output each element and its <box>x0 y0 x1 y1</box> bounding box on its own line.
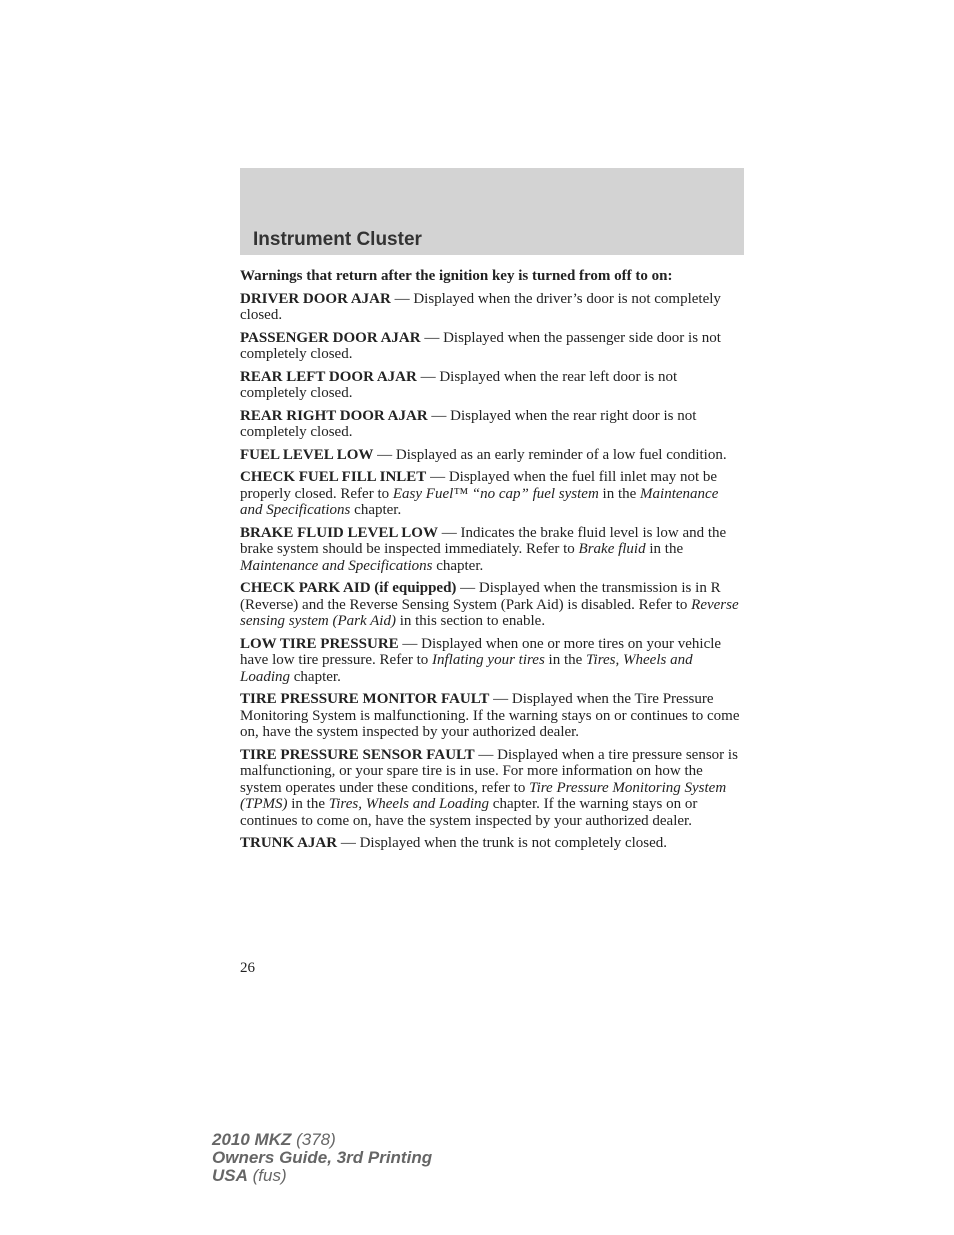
entry-rear-left-door-ajar: REAR LEFT DOOR AJAR — Displayed when the rear left door is not completely closed. <box>240 368 678 401</box>
cross-reference: Maintenance and Specifications <box>240 557 433 574</box>
cross-reference: Reverse sensing system (Park Aid) <box>240 596 739 629</box>
cross-reference: Tires, Wheels and Loading <box>328 796 490 812</box>
entry-trunk-ajar: TRUNK AJAR — Displayed when the trunk is not completely closed. <box>240 835 668 851</box>
section-title: Instrument Cluster <box>253 229 422 250</box>
page-content <box>240 268 744 858</box>
section-header-band <box>240 168 744 255</box>
entry-tire-pressure-sensor-fault: TIRE PRESSURE SENSOR FAULT — Displayed when a tire pressure sensor is malfunctioning, or your spare tire is in use. For more information on how the system operates under these conditions, refer to Tire Pressure Monitoring System (TPMS) in the Tires, Wheels and Loading chapter. If the warning stays on or continues to come on, have the system inspected by your authorized dealer. <box>240 746 738 829</box>
entry-check-fuel-fill-inlet: CHECK FUEL FILL INLET — Displayed when the fuel fill inlet may not be properly closed. Refer to Easy Fuel™ “no cap” fuel system in the Maintenance and Specifications chapter. <box>240 469 719 518</box>
cross-reference: Tire Pressure Monitoring System (TPMS) <box>240 779 727 812</box>
cross-reference: Easy Fuel™ “no cap” fuel system <box>392 485 599 502</box>
entry-fuel-level-low: FUEL LEVEL LOW — Displayed as an early reminder of a low fuel condition. <box>240 446 727 463</box>
cross-reference: Maintenance and Specifications <box>240 485 719 518</box>
intro-heading: Warnings that return after the ignition key is turned from off to on: <box>240 268 673 284</box>
entry-passenger-door-ajar: PASSENGER DOOR AJAR — Displayed when the passenger side door is not completely closed. <box>240 329 721 362</box>
footer-market-line: USA (fus) <box>212 1166 287 1185</box>
entry-rear-right-door-ajar: REAR RIGHT DOOR AJAR — Displayed when the rear right door is not completely closed. <box>240 407 697 440</box>
print-footer <box>212 1131 432 1185</box>
entry-check-park-aid: CHECK PARK AID (if equipped) — Displayed when the transmission is in R (Reverse) and the Reverse Sensing System (Park Aid) is disabled. Refer to Reverse sensing system (Park Aid) in this section to enable. <box>240 580 739 629</box>
page-number: 26 <box>240 960 255 976</box>
entry-tire-pressure-monitor-fault: TIRE PRESSURE MONITOR FAULT — Displayed when the Tire Pressure Monitoring System is malfunctioning. If the warning stays on or continues to come on, have the system inspected by your authorized dealer. <box>240 691 740 740</box>
entry-low-tire-pressure: LOW TIRE PRESSURE — Displayed when one or more tires on your vehicle have low tire pressure. Refer to Inflating your tires in the Tires, Wheels and Loading chapter. <box>240 635 722 685</box>
cross-reference: Inflating your tires <box>432 652 545 668</box>
cross-reference: Tires, Wheels and Loading <box>240 652 693 685</box>
entry-brake-fluid-level-low: BRAKE FLUID LEVEL LOW — Indicates the brake fluid level is low and the brake system should be inspected immediately. Refer to Brake fluid in the Maintenance and Specifications chapter. <box>240 524 727 574</box>
cross-reference: Brake fluid <box>578 541 646 557</box>
footer-model-line: 2010 MKZ (378) <box>212 1130 336 1149</box>
footer-edition-line: Owners Guide, 3rd Printing <box>212 1148 433 1167</box>
entry-driver-door-ajar: DRIVER DOOR AJAR — Displayed when the driver’s door is not completely closed. <box>240 290 721 323</box>
